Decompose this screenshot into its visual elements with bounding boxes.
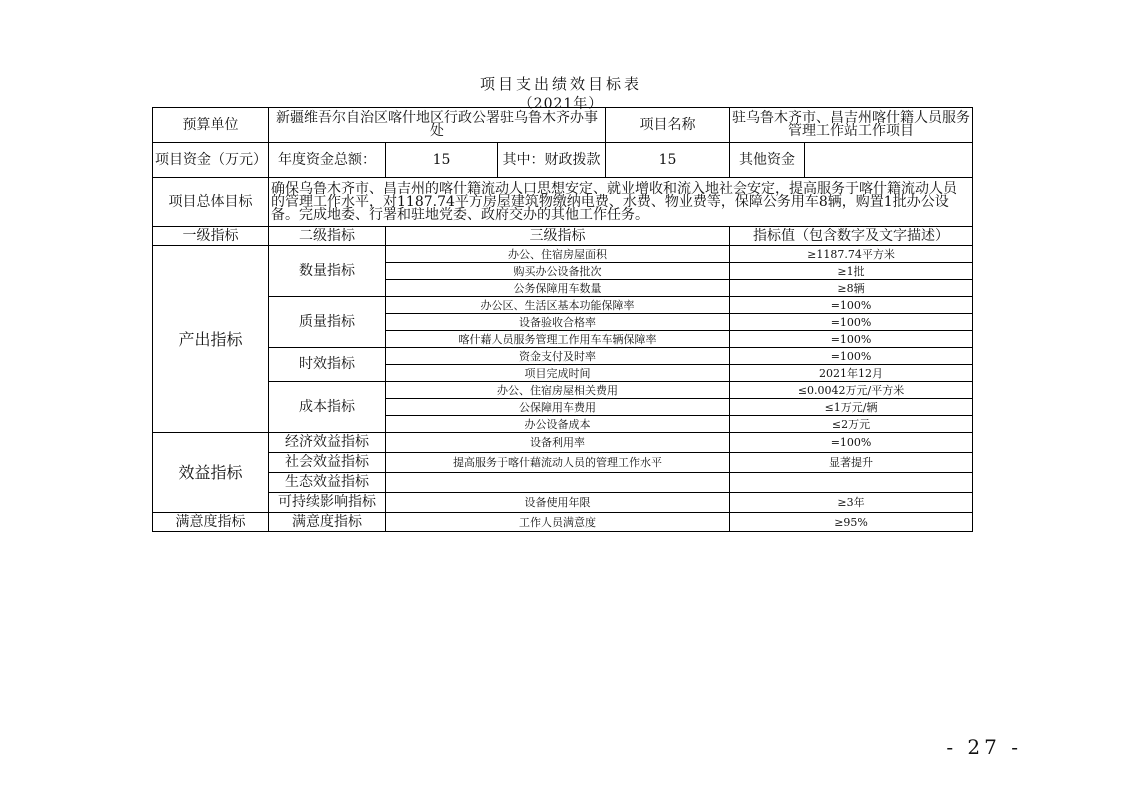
table-row-value: =100% — [730, 433, 973, 453]
table-row-value: ≥1批 — [730, 263, 973, 280]
table-row: 喀什藉人员服务管理工作用车车辆保障率 — [386, 331, 730, 348]
funds-label: 项目资金（万元） — [153, 143, 269, 178]
annual-total-label: 年度资金总额： — [269, 143, 386, 178]
table-row-value: 显著提升 — [730, 453, 973, 473]
table-row-value: =100% — [730, 314, 973, 331]
sustainability-indicator: 可持续影响指标 — [269, 493, 386, 513]
table-row: 公务保障用车数量 — [386, 280, 730, 297]
table-row: 设备利用率 — [386, 433, 730, 453]
table-row-value: ≤0.0042万元/平方米 — [730, 382, 973, 399]
fiscal-value: 15 — [606, 143, 730, 178]
table-row: 办公、住宿房屋面积 — [386, 246, 730, 263]
output-indicator: 产出指标 — [153, 246, 269, 433]
satisfaction-indicator: 满意度指标 — [153, 513, 269, 532]
goal-label: 项目总体目标 — [153, 178, 269, 227]
cost-indicator: 成本指标 — [269, 382, 386, 433]
project-name-value: 驻乌鲁木齐市、昌吉州喀什籍人员服务管理工作站工作项目 — [730, 108, 973, 143]
table-row-value: ≥1187.74平方米 — [730, 246, 973, 263]
quantity-indicator: 数量指标 — [269, 246, 386, 297]
table-row: 公保障用车费用 — [386, 399, 730, 416]
table-row: 资金支付及时率 — [386, 348, 730, 365]
table-row-value: ≤2万元 — [730, 416, 973, 433]
budget-unit-label: 预算单位 — [153, 108, 269, 143]
table-row: 办公、住宿房屋相关费用 — [386, 382, 730, 399]
table-row: 提高服务于喀什藉流动人员的管理工作水平 — [386, 453, 730, 473]
col-level3: 三级指标 — [386, 227, 730, 246]
col-value: 指标值（包含数字及文字描述） — [730, 227, 973, 246]
satisfaction-indicator-sub: 满意度指标 — [269, 513, 386, 532]
table-row — [386, 473, 730, 493]
table-year: （2021年） — [518, 96, 604, 112]
table-row-value: 2021年12月 — [730, 365, 973, 382]
table-title: 项目支出绩效目标表 — [479, 75, 642, 93]
project-name-label: 项目名称 — [606, 108, 730, 143]
quality-indicator: 质量指标 — [269, 297, 386, 348]
table-row: 项目完成时间 — [386, 365, 730, 382]
table-row-value: ≤1万元/辆 — [730, 399, 973, 416]
page-number: - 27 - — [946, 735, 1022, 759]
table-row-value: =100% — [730, 297, 973, 314]
table-row-value — [730, 473, 973, 493]
table-row-value: =100% — [730, 331, 973, 348]
table-row-value: ≥95% — [730, 513, 973, 532]
table-row: 工作人员满意度 — [386, 513, 730, 532]
benefit-indicator: 效益指标 — [153, 433, 269, 513]
goal-text: 确保乌鲁木齐市、昌吉州的喀什籍流动人口思想安定、就业增收和流入地社会安定，提高服务于喀什籍流动人员的管理工作水平，对1187.74平方房屋建筑物缴纳电费、水费、物业费等，保障公务用车8辆，购置1批办公设备。完成地委、行署和驻地党委、政府交办的其他工作任务。 — [269, 178, 973, 227]
economic-indicator: 经济效益指标 — [269, 433, 386, 453]
ecological-indicator: 生态效益指标 — [269, 473, 386, 493]
col-level1: 一级指标 — [153, 227, 269, 246]
other-funds-value — [805, 143, 973, 178]
table-row: 购买办公设备批次 — [386, 263, 730, 280]
col-level2: 二级指标 — [269, 227, 386, 246]
social-indicator: 社会效益指标 — [269, 453, 386, 473]
timeliness-indicator: 时效指标 — [269, 348, 386, 382]
budget-unit-value: 新疆维吾尔自治区喀什地区行政公署驻乌鲁木齐办事处 — [269, 108, 606, 143]
performance-table — [152, 107, 973, 532]
fiscal-label: 其中：财政拨款 — [498, 143, 606, 178]
annual-total-value: 15 — [386, 143, 498, 178]
table-row-value: ≥8辆 — [730, 280, 973, 297]
table-row: 办公设备成本 — [386, 416, 730, 433]
table-row-value: ≥3年 — [730, 493, 973, 513]
other-funds-label: 其他资金 — [730, 143, 805, 178]
table-row-value: =100% — [730, 348, 973, 365]
table-row: 设备验收合格率 — [386, 314, 730, 331]
table-row: 办公区、生活区基本功能保障率 — [386, 297, 730, 314]
table-row: 设备使用年限 — [386, 493, 730, 513]
